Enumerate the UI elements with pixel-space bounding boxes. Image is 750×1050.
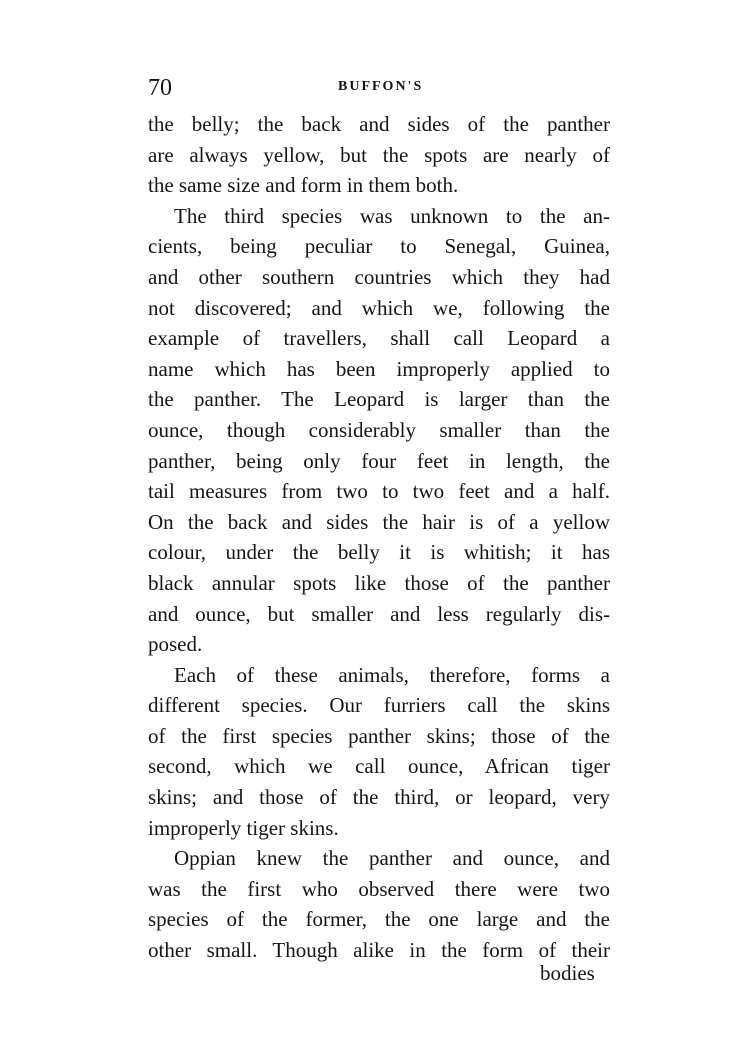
text-line: ounce, though considerably smaller than the [148, 417, 610, 442]
paragraph-ending-line: improperly tiger skins. [148, 815, 339, 840]
page-number: 70 [148, 75, 172, 101]
paragraph-first-line: Oppian knew the panther and ounce, and [174, 846, 610, 871]
text-line: of the first species panther skins; those of the [148, 723, 610, 748]
text-line: tail measures from two to two feet and a half. [148, 479, 610, 504]
text-line: panther, being only four feet in length, the [148, 448, 610, 473]
text-line: species of the former, the one large and the [148, 907, 610, 932]
text-line: the belly; the back and sides of the panther [148, 112, 610, 136]
text-line: second, which we call ounce, African tiger [148, 754, 610, 779]
text-line: different species. Our furriers call the skins [148, 693, 610, 718]
text-line: and other southern countries which they had [148, 264, 610, 289]
text-line: example of travellers, shall call Leopard a [148, 326, 610, 351]
text-line: not discovered; and which we, following the [148, 295, 610, 320]
text-line: On the back and sides the hair is of a yellow [148, 509, 610, 534]
text-line: was the first who observed there were two [148, 876, 610, 901]
text-line: black annular spots like those of the panther [148, 570, 610, 595]
text-line: and ounce, but smaller and less regularly dis- [148, 601, 610, 626]
body-text [148, 109, 610, 966]
text-line: colour, under the belly it is whitish; it has [148, 540, 610, 565]
running-head: BUFFON'S [338, 79, 424, 94]
catchword: bodies [540, 961, 595, 985]
text-line: other small. Though alike in the form of their [148, 938, 610, 963]
paragraph-first-line: The third species was unknown to the an- [174, 203, 610, 228]
text-line: are always yellow, but the spots are nearly of [148, 142, 610, 167]
text-line: name which has been improperly applied to [148, 356, 610, 381]
text-line: skins; and those of the third, or leopard, very [148, 785, 610, 810]
paragraph-ending-line: posed. [148, 632, 203, 657]
text-line: cients, being peculiar to Senegal, Guinea, [148, 234, 610, 259]
text-line: the panther. The Leopard is larger than the [148, 387, 610, 412]
paragraph-ending-line: the same size and form in them both. [148, 173, 459, 198]
paragraph-first-line: Each of these animals, therefore, forms a [174, 662, 610, 687]
page-header [148, 74, 610, 104]
